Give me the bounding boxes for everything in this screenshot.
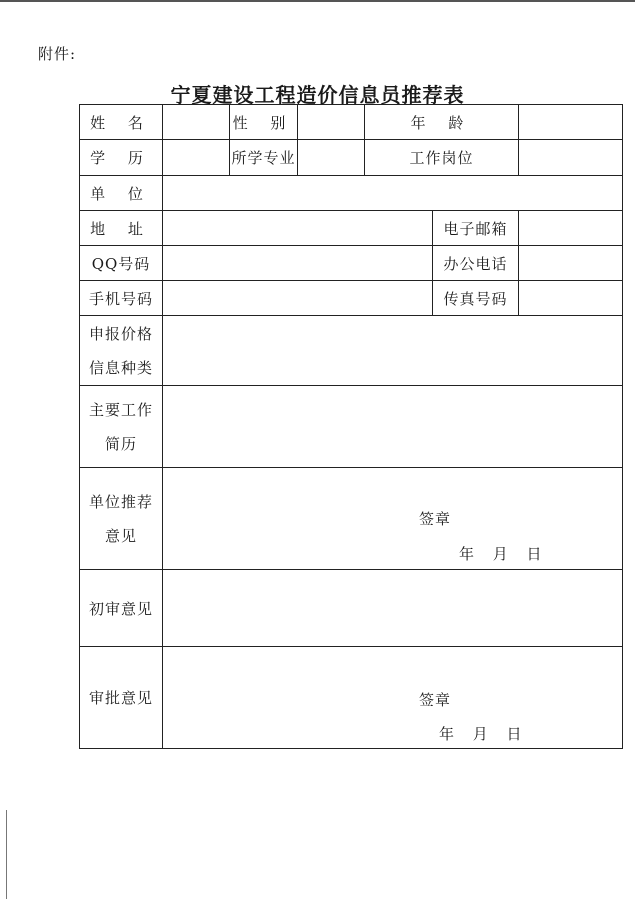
education-field[interactable]: [163, 140, 230, 176]
approval-seal: 签章: [419, 691, 452, 709]
initial-review-label: 初审意见: [80, 570, 163, 647]
name-field[interactable]: [163, 105, 230, 140]
qq-label: QQ号码: [80, 246, 163, 281]
approval-label: 审批意见: [80, 647, 163, 749]
unit-field[interactable]: [163, 176, 623, 211]
office-phone-field[interactable]: [519, 246, 623, 281]
unit-opinion-date: 年 月 日: [459, 545, 542, 563]
row-qq: [80, 246, 623, 281]
age-label: 年 龄: [365, 105, 519, 140]
unit-label: 单 位: [80, 176, 163, 211]
price-type-field[interactable]: [163, 316, 623, 386]
gender-label: 性 别: [230, 105, 298, 140]
office-phone-label: 办公电话: [433, 246, 519, 281]
row-approval: [80, 647, 623, 749]
row-unit-opinion: [80, 468, 623, 570]
position-label: 工作岗位: [365, 140, 519, 176]
unit-opinion-label: [80, 468, 163, 570]
row-mobile: [80, 281, 623, 316]
initial-review-field[interactable]: [163, 570, 623, 647]
attachment-label: 附件:: [38, 45, 77, 63]
email-label: 电子邮箱: [433, 211, 519, 246]
mobile-field[interactable]: [163, 281, 433, 316]
approval-date: 年 月 日: [439, 725, 522, 743]
price-type-label: [80, 316, 163, 386]
address-field[interactable]: [163, 211, 433, 246]
resume-label-line2: 简历: [104, 434, 137, 453]
fax-label: 传真号码: [433, 281, 519, 316]
unit-opinion-label-line2: 意见: [104, 526, 137, 545]
qq-field[interactable]: [163, 246, 433, 281]
form-title: 宁夏建设工程造价信息员推荐表: [170, 83, 465, 107]
gender-field[interactable]: [298, 105, 365, 140]
name-label: 姓 名: [80, 105, 163, 140]
major-label: 所学专业: [230, 140, 298, 176]
age-field[interactable]: [519, 105, 623, 140]
position-field[interactable]: [519, 140, 623, 176]
row-unit: [80, 176, 623, 211]
education-label: 学 历: [80, 140, 163, 176]
fax-field[interactable]: [519, 281, 623, 316]
recommendation-form-table: [79, 104, 623, 749]
resume-label-line1: 主要工作: [88, 400, 153, 419]
address-label: 地 址: [80, 211, 163, 246]
unit-opinion-label-line1: 单位推荐: [88, 492, 153, 511]
row-name: [80, 105, 623, 140]
approval-field[interactable]: [163, 647, 623, 749]
mobile-label: 手机号码: [80, 281, 163, 316]
unit-opinion-field[interactable]: [163, 468, 623, 570]
price-type-label-line2: 信息种类: [88, 358, 153, 377]
email-field[interactable]: [519, 211, 623, 246]
resume-label: [80, 386, 163, 468]
row-price-type: [80, 316, 623, 386]
scan-edge-top: [0, 0, 635, 2]
row-address: [80, 211, 623, 246]
unit-opinion-seal: 签章: [419, 510, 452, 528]
scan-edge-left: [6, 810, 7, 899]
row-resume: [80, 386, 623, 468]
major-field[interactable]: [298, 140, 365, 176]
row-education: [80, 140, 623, 176]
price-type-label-line1: 申报价格: [88, 324, 153, 343]
resume-field[interactable]: [163, 386, 623, 468]
row-initial-review: [80, 570, 623, 647]
